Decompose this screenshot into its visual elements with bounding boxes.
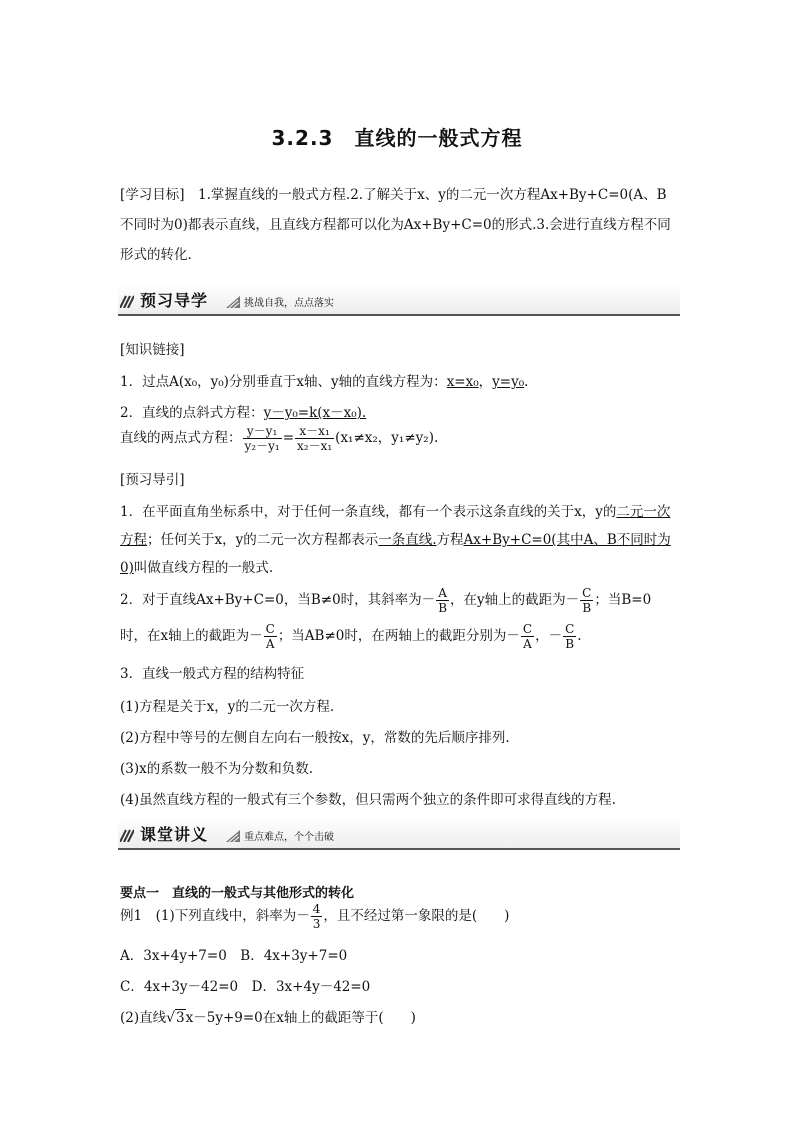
knowledge-header: [知识链接]	[120, 342, 185, 358]
guide-header: [预习导引]	[120, 472, 185, 488]
guide-paragraph-2-line-2: 时，在x轴上的截距为－ $\frac{C}{A}$ ；当AB≠0时，在两轴上的截距分别为－ $\frac{C}{A}$ ，－ $\frac{C}{B}$ .	[120, 622, 582, 651]
answer-blank: 二元一次方程	[120, 504, 671, 548]
knowledge-line-2: 2．直线的点斜式方程：y－y₀=k(x－x₀).	[120, 405, 367, 421]
answer-blank: Ax+By+C=0(其中A、B不同时为0)	[120, 532, 671, 576]
guide-paragraph-2-line-1: 2．对于直线Ax+By+C=0，当B≠0时，其斜率为－ $\frac{A}{B}$ ，在y轴上的截距为－ $\frac{C}{B}$ ；当B=0	[120, 586, 652, 615]
banner-subtitle: 挑战自我，点点落实	[244, 298, 334, 309]
stripes-icon	[120, 294, 134, 308]
triangle-icon	[226, 296, 240, 308]
fraction: $\frac{\text{y－y₁}}{\text{y₂－y₁}}$	[244, 424, 280, 453]
knowledge-line-1: 1．过点A(x₀，y₀)分别垂直于x轴、y轴的直线方程为：x=x₀，y=y₀.	[120, 374, 529, 390]
banner-title: 预习导学	[140, 291, 209, 310]
objectives-text: 1.掌握直线的一般式方程.2.了解关于x、y的二元一次方程Ax+By+C=0(A、B不同时为0)都表示直线，且直线方程都可以化为Ax+By+C=0的形式.3.会进行直线方程不同形式的转化.	[120, 187, 671, 263]
learning-objectives	[120, 180, 680, 270]
fraction: $\frac{C}{B}$	[582, 586, 592, 615]
triangle-icon	[226, 830, 240, 842]
page-title: 3.2.3 直线的一般式方程	[271, 126, 523, 150]
answer-blank: y－y₀=k(x－x₀).	[263, 405, 367, 421]
guide-paragraph-1: 1．在平面直角坐标系中，对于任何一条直线，都有一个表示这条直线的关于x，y的二元一次方程；任何关于x，y的二元一次方程都表示一条直线.方程Ax+By+C=0(其中A、B不同时为0)叫做直线方程的一般式.	[120, 504, 671, 576]
sqrt-symbol: √	[166, 1010, 176, 1026]
banner-title: 课堂讲义	[140, 825, 209, 844]
feature-4: (4)虽然直线方程的一般式有三个参数，但只需两个独立的条件即可求得直线的方程.	[120, 792, 616, 808]
answer-blank: x=x₀	[446, 374, 479, 390]
fraction: $\frac{\text{x－x₁}}{\text{x₂－x₁}}$	[297, 424, 333, 453]
feature-1: (1)方程是关于x，y的二元一次方程.	[120, 699, 335, 715]
objectives-label: [学习目标]	[120, 187, 185, 203]
banner-subtitle: 重点难点，个个击破	[244, 832, 334, 843]
feature-3: (3)x的系数一般不为分数和负数.	[120, 761, 314, 777]
options-c-d: C．4x+3y－42=0 D．3x+4y－42=0	[120, 979, 371, 995]
answer-blank: 一条直线.	[378, 532, 437, 548]
key-point-heading: 要点一 直线的一般式与其他形式的转化	[120, 886, 355, 901]
fraction: $\frac{C}{A}$	[265, 622, 275, 651]
radicand: 3	[176, 1010, 185, 1026]
stripes-icon	[120, 828, 134, 842]
fraction: $\frac{4}{3}$	[312, 902, 321, 931]
section-banner-preview	[118, 284, 680, 320]
answer-blank: y=y₀	[492, 374, 525, 390]
feature-2: (2)方程中等号的左侧自左向右一般按x，y，常数的先后顺序排列.	[120, 730, 510, 746]
fraction: $\frac{C}{B}$	[565, 622, 575, 651]
fraction: $\frac{C}{A}$	[522, 622, 533, 651]
options-a-b: A．3x+4y+7=0 B．4x+3y+7=0	[120, 948, 348, 964]
section-banner-lecture	[118, 818, 680, 854]
example-1-question-1: 例1 (1)下列直线中，斜率为－ $\frac{4}{3}$ ，且不经过第一象限的是( )	[120, 902, 510, 931]
guide-paragraph-3: 3．直线一般式方程的结构特征	[120, 666, 305, 682]
knowledge-line-3: 直线的两点式方程： $\frac{\text{y－y₁}}{\text{y₂－y₁}}$ = $\frac{\text{x－x₁}}{\text{x₂－x₁}}$ (x₁≠x₂，y₁≠y₂).	[120, 424, 439, 453]
fraction: $\frac{A}{B}$	[438, 586, 448, 615]
example-1-question-2: (2)直线√3x－5y+9=0在x轴上的截距等于( )	[120, 1010, 416, 1026]
